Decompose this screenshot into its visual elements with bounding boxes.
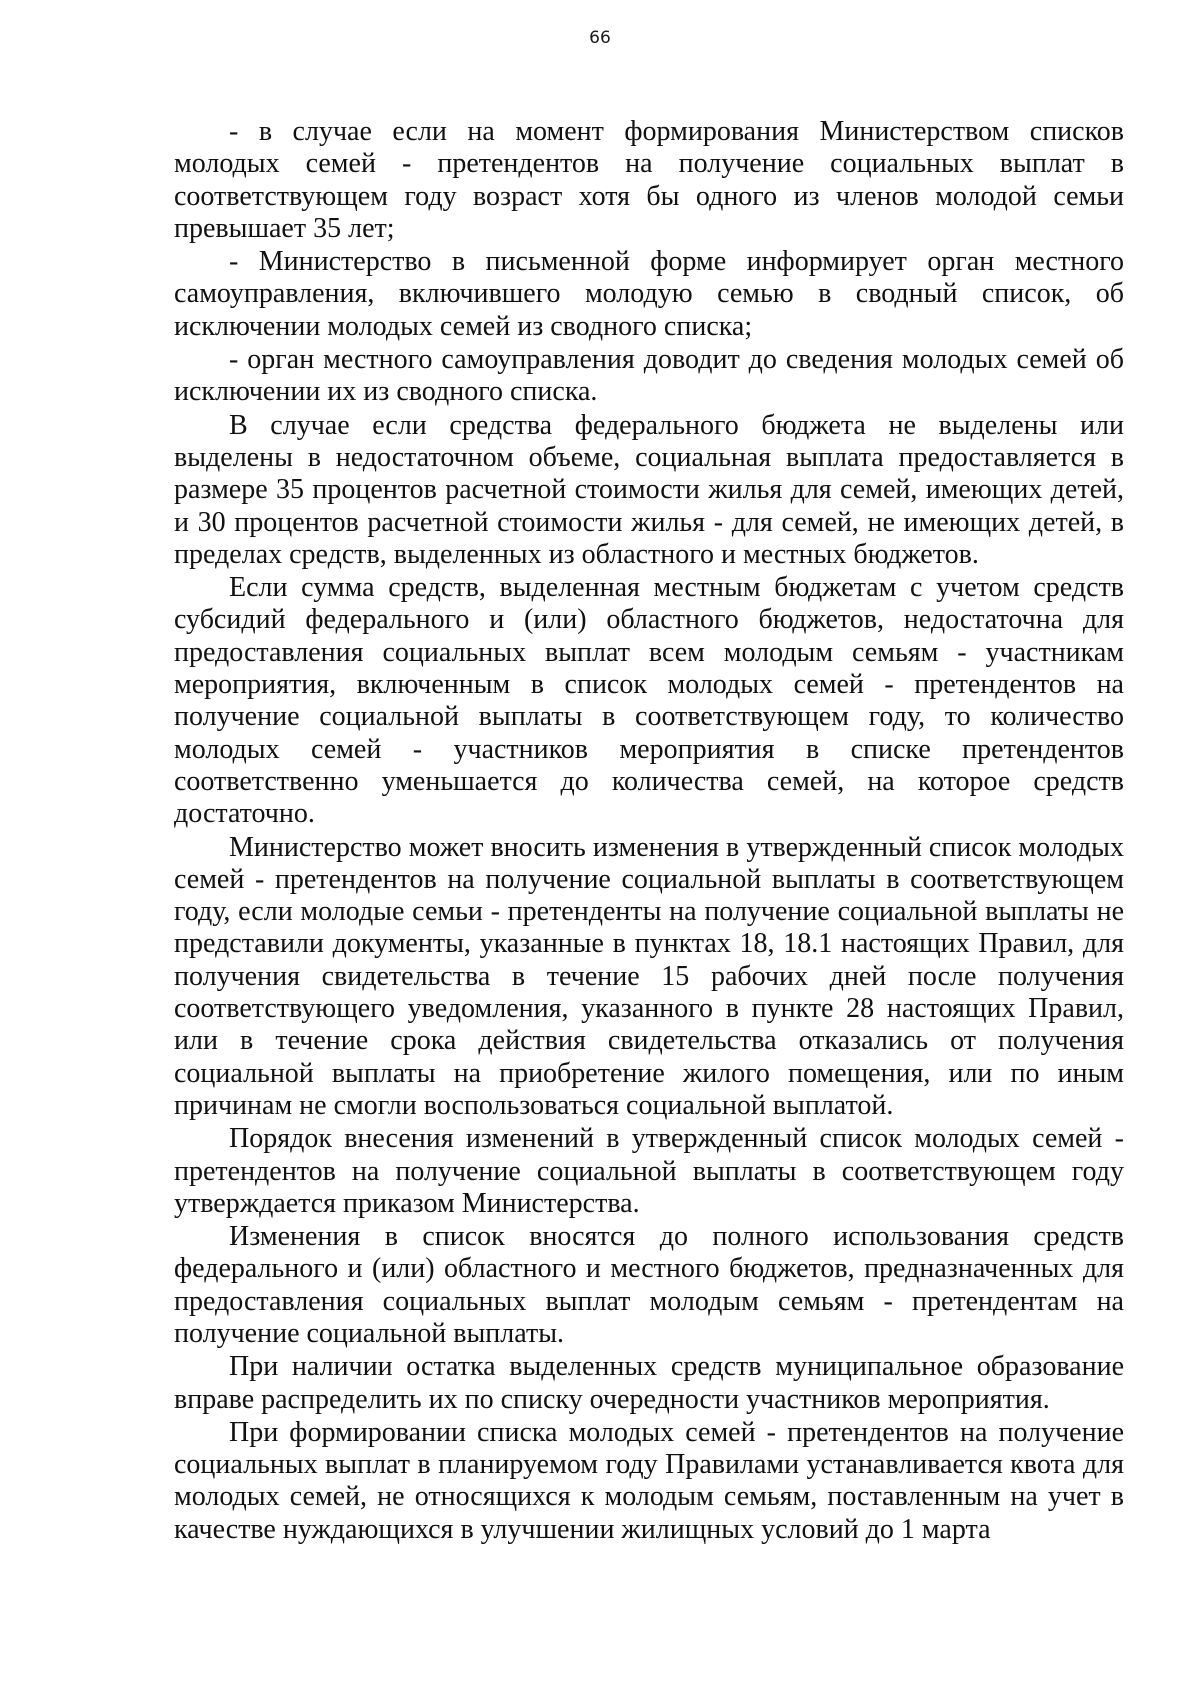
paragraph-insufficient-funds: Если сумма средств, выделенная местным бюджетам с учетом средств субсидий федерального и (или) областного бюджетов, недостаточна для предоставления социальных выплат всем молодым семьям - участникам мероприятия, включенным в список молодых семей - претендентов на получение социальной выплаты в соответствующем году, то количество молодых семей - участников мероприятия в списке претендентов соответственно уменьшается до количества семей, на которое средств достаточно. bbox=[174, 572, 1124, 830]
paragraph-exclusion-age: - в случае если на момент формирования Министерством списков молодых семей - претендентов на получение социальных выплат в соответствующем году возраст хотя бы одного из членов молодой семьи превышает 35 лет; bbox=[174, 116, 1124, 244]
paragraph-ministry-informs: - Министерство в письменной форме информирует орган местного самоуправления, включившего молодую семью в сводный список, об исключении молодых семей из сводного списка; bbox=[174, 246, 1124, 342]
paragraph-federal-funds-not-allocated: В случае если средства федерального бюджета не выделены или выделены в недостаточном объеме, социальная выплата предоставляется в размере 35 процентов расчетной стоимости жилья для семей, имеющих детей, и 30 процентов расчетной стоимости жилья - для семей, не имеющих детей, в пределах средств, выделенных из областного и местных бюджетов. bbox=[174, 409, 1124, 570]
paragraph-quota: При формировании списка молодых семей - претендентов на получение социальных выплат в планируемом году Правилами устанавливается квота для молодых семей, не относящихся к молодым семьям, поставленным на учет в качестве нуждающихся в улучшении жилищных условий до 1 марта bbox=[174, 1416, 1124, 1545]
page-number: 66 bbox=[589, 28, 611, 48]
paragraph-changes-until-funds-used: Изменения в список вносятся до полного использования средств федерального и (или) областного и местного бюджетов, предназначенных для предоставления социальных выплат молодым семьям - претендентам на получение социальной выплаты. bbox=[174, 1221, 1124, 1349]
paragraph-local-authority-notifies: - орган местного самоуправления доводит до сведения молодых семей об исключении их из сводного списка. bbox=[174, 344, 1124, 408]
paragraph-change-procedure: Порядок внесения изменений в утвержденный список молодых семей - претендентов на получение социальной выплаты в соответствующем году утверждается приказом Министерства. bbox=[174, 1123, 1124, 1219]
document-body bbox=[174, 116, 1124, 1546]
paragraph-list-changes: Министерство может вносить изменения в утвержденный список молодых семей - претендентов на получение социальной выплаты в соответствующем году, если молодые семьи - претенденты на получение социальной выплаты не представили документы, указанные в пунктах 18, 18.1 настоящих Правил, для получения свидетельства в течение 15 рабочих дней после получения соответствующего уведомления, указанного в пункте 28 настоящих Правил, или в течение срока действия свидетельства отказались от получения социальной выплаты на приобретение жилого помещения, или по иным причинам не смогли воспользоваться социальной выплатой. bbox=[174, 831, 1124, 1121]
paragraph-remaining-funds: При наличии остатка выделенных средств муниципальное образование вправе распределить их по списку очередности участников мероприятия. bbox=[174, 1351, 1124, 1415]
